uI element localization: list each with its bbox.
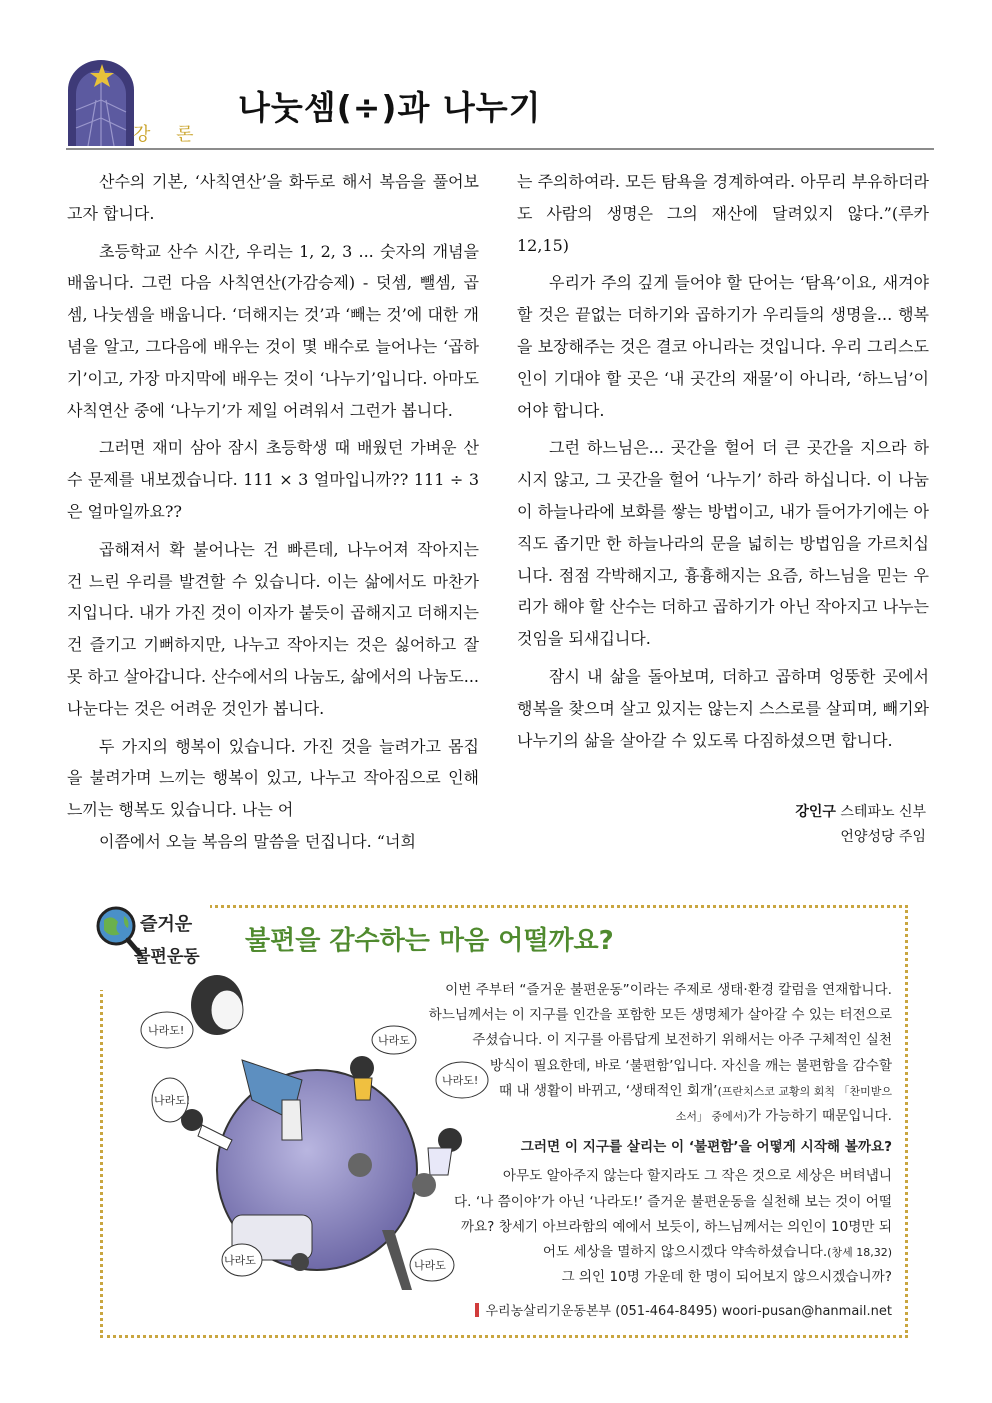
speech-bubble-text: 나라도! [148, 1024, 185, 1037]
campaign-line-part: 가 가능하기 때문입니다. [747, 1108, 892, 1125]
article-paragraph: 잠시 내 삶을 돌아보며, 더하고 곱하며 엉뚱한 곳에서 행복을 찾으며 살고 있지는 않는지 스스로를 살피며, 빼기와 나누기의 삶을 살아갈 수 있도록 다짐하셨으면 합니다. [517, 666, 929, 750]
contact-marker-icon [475, 1303, 479, 1317]
campaign-line: 까요? 창세기 아브라함의 예에서 보듯이, 하느님께서는 의인이 10명만 되 [460, 1218, 892, 1235]
campaign-line: 이번 주부터 “즐거운 불편운동”이라는 주제로 생태·환경 칼럼을 연재합니다. [445, 982, 892, 998]
logo-line2: 불편운동 [134, 947, 200, 967]
campaign-line [392, 1079, 892, 1104]
campaign-question: 그러면 이 지구를 살리는 이 ‘불편함’을 어떻게 시작해 볼까요? [520, 1139, 892, 1156]
article-paragraph: 우리가 주의 깊게 들어야 할 단어는 ‘탐욕’이요, 새겨야 할 것은 끝없는 더하기와 곱하기가 우리들의 생명을... 행복을 보장해주는 것은 결코 아니라는 것입니다. 우리 그리스도인이 기대야 할 곳은 ‘내 곳간의 재물’이 아니라, ‘하느님’이어야 합니다. [517, 273, 929, 420]
speech-bubble-text: 나라도! [154, 1094, 191, 1107]
article-paragraph: 그런 하느님은... 곳간을 헐어 더 큰 곳간을 지으라 하시지 않고, 그 곳간을 헐어 ‘나누기’ 하라 하십니다. 이 나눔이 하늘나라에 보화를 쌓는 방법이고, 내가 들어가기에는 아직도 좁기만 한 하늘나라의 문을 넓히는 방법임을 가르치십니다. 점점 각박해지고, 흉흉해지는 요즘, 하느님을 믿는 우리가 해야 할 산수는 더하고 곱하기가 아닌 작아지고 나누는 것임을 되새깁니다. [517, 438, 929, 649]
author-name: 강인구 [795, 804, 836, 820]
author-signature [795, 800, 926, 850]
author-parish: 언양성당 주임 [840, 829, 926, 845]
article-paragraph: 초등학교 산수 시간, 우리는 1, 2, 3 ... 숫자의 개념을 배웁니다. 그런 다음 사칙연산(가감승제) - 덧셈, 뺄셈, 곱셈, 나눗셈을 배웁니다. ‘더해지는 것’과 ‘빼는 것’에 대한 개념을 알고, 그다음에 배우는 것이 몇 배수로 늘어나는 ‘곱하기’이고, 가장 마지막에 배우는 것이 ‘나누기’입니다. 아마도 사칙연산 중에 ‘나누기’가 제일 어려워서 그런가 봅니다. [67, 241, 479, 420]
speech-bubble-text: 나라도 [378, 1034, 410, 1047]
contact-text: 우리농살리기운동본부 (051-464-8495) woori-pusan@hanmail.net [485, 1304, 892, 1319]
campaign-note: (프란치스코 교황의 회칙 「찬미받으 [717, 1084, 892, 1098]
page-title: 나눗셈(÷)과 나누기 [238, 88, 542, 127]
speech-bubble-text: 나라도! [442, 1074, 479, 1087]
logo-line1: 즐거운 [140, 914, 193, 935]
campaign-line: 하느님께서는 이 지구를 인간을 포함한 모든 생명체가 살아갈 수 있는 터전으로 [428, 1007, 892, 1024]
author-title: 스테파노 신부 [835, 804, 926, 820]
campaign-line-part: 어도 세상을 멸하지 않으시겠다 약속하셨습니다. [542, 1244, 828, 1261]
article-paragraph: 이쯤에서 오늘 복음의 말씀을 던집니다. “너희 [99, 831, 416, 851]
campaign-line: 다. ‘나 쯤이야’가 아닌 ‘나라도!’ 즐거운 불편운동을 실천해 보는 것이 어떨 [454, 1193, 892, 1210]
campaign-line-part: 때 내 생활이 바뀌고, ‘생태적인 회개’ [499, 1082, 718, 1099]
campaign-line: 아무도 알아주지 않는다 할지라도 그 작은 것으로 세상은 버텨냅니 [502, 1168, 892, 1185]
campaign-line [392, 1240, 892, 1265]
article-paragraph: 그러면 재미 삼아 잠시 초등학생 때 배웠던 가벼운 산수 문제를 내보겠습니다. 111 × 3 얼마입니까?? 111 ÷ 3 은 얼마일까요?? [67, 438, 479, 521]
speech-bubble-text: 나라도 [224, 1254, 256, 1267]
stained-glass-window-icon [66, 60, 136, 146]
title-divider [66, 148, 934, 150]
campaign-contact [475, 1300, 892, 1319]
campaign-note: 소서」 중에서) [675, 1110, 748, 1124]
article-left-column [67, 166, 479, 864]
section-label: 강 론 [133, 124, 204, 145]
campaign-text [392, 978, 892, 1290]
article-paragraph: 산수의 기본, ‘사칙연산’을 화두로 해서 복음을 풀어보고자 합니다. [67, 172, 479, 223]
campaign-line: 주셨습니다. 이 지구를 아름답게 보전하기 위해서는 아주 구체적인 실천 [472, 1032, 892, 1049]
article-right-column [517, 166, 929, 762]
article-paragraph: 두 가지의 행복이 있습니다. 가진 것을 늘려가고 몸집을 불려가며 느끼는 행복이 있고, 나누고 작아짐으로 인해 느끼는 행복도 있습니다. 나는 어 [67, 736, 479, 820]
campaign-line: 그 의인 10명 가운데 한 명이 되어보지 않으시겠습니까? [561, 1269, 892, 1286]
article-paragraph: 곱해져서 확 불어나는 건 빠른데, 나누어져 작아지는 건 느린 우리를 발견할 수 있습니다. 이는 삶에서도 마찬가지입니다. 내가 가진 것이 이자가 붙듯이 곱해지고 더해지는 건 즐기고 기뻐하지만, 나누고 작아지는 것은 싫어하고 잘 못 하고 살아갑니다. 산수에서의 나눔도, 삶에서의 나눔도... 나눈다는 것은 어려운 것인가 봅니다. [67, 539, 479, 718]
campaign-note: (창세 18,32) [827, 1246, 892, 1260]
campaign-line: 방식이 필요한데, 바로 ‘불편함’입니다. 자신을 깨는 불편함을 감수할 [489, 1057, 892, 1074]
campaign-line [392, 1104, 892, 1129]
campaign-title: 불편을 감수하는 마음 어떨까요? [245, 926, 614, 956]
speech-bubble-text: 나라도 [414, 1259, 446, 1272]
article-paragraph: 는 주의하여라. 모든 탐욕을 경계하여라. 아무리 부유하더라도 사람의 생명은 그의 재산에 달려있지 않다.”(루카 12,15) [517, 172, 929, 255]
